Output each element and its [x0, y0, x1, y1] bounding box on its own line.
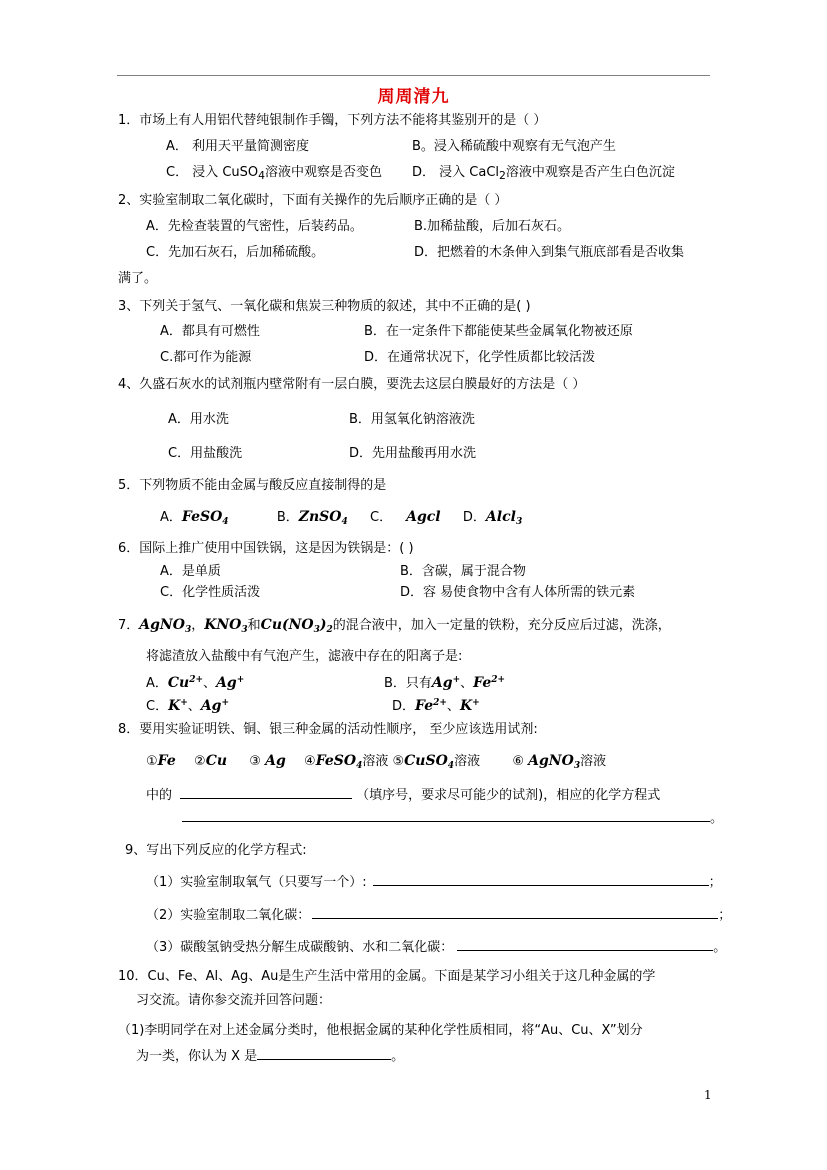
page-number: 1	[704, 1088, 712, 1102]
q8-equation-blank[interactable]	[182, 808, 710, 822]
q6-option-b: B．含碳，属于混合物	[400, 564, 526, 579]
q1-stem: 1．市场上有人用铝代替纯银制作手镯，下列方法不能将其鉴别开的是（ ）	[118, 113, 547, 128]
q8-equation-line: 。	[182, 808, 723, 828]
q7-stem: 7．AgNO$_3$，$KNO_3$和$Cu(NO_3)_2$的混合液中，加入一定量的铁粉，充分反应后过滤，洗涤，	[118, 617, 671, 635]
q4-option-b: B．用氢氧化钠溶液洗	[349, 412, 475, 427]
q7-option-a: A．$Cu^{2+}$、Ag+	[146, 675, 245, 691]
q4-stem: 4、久盛石灰水的试剂瓶内壁常附有一层白膜，要洗去这层白膜最好的方法是（ ）	[118, 377, 586, 392]
q10-part-1: （1)李明同学在对上述金属分类时，他根据金属的某种化学性质相同，将“Au、Cu、X”划分	[118, 1023, 643, 1038]
q9-item-1: （1）实验室制取氧气（只要写一个）: ；	[146, 872, 722, 892]
q10-x-blank[interactable]	[257, 1046, 391, 1060]
q10-stem: 10．Cu、Fe、Al、Ag、Au是生产生活中常用的金属。下面是某学习小组关于这几种金属的学	[118, 969, 656, 984]
q8-fill-line: 中的 （填序号，要求尽可能少的试剂)，相应的化学方程式	[146, 785, 660, 805]
q9-stem: 9、写出下列反应的化学方程式:	[125, 843, 307, 858]
q2-option-b: B.加稀盐酸，后加石灰石。	[414, 219, 571, 234]
q8-reagents: ①Fe ②Cu ③ Ag ④FeSO$_4$溶液 ⑤CuSO$_4$溶液 ⑥ AgNO$_3$溶液	[146, 753, 607, 771]
q3-option-c: C.都可作为能源	[160, 350, 252, 365]
q1-option-a: A． 利用天平量简测密度	[166, 139, 310, 154]
q5-options: A．FeSO$_4$ B．ZnSO$_4$ C． Agcl D．Alcl$_3$	[160, 509, 523, 527]
q3-stem: 3、下列关于氢气、一氧化碳和焦炭三种物质的叙述，其中不正确的是( )	[118, 299, 531, 314]
q3-option-a: A．都具有可燃性	[160, 324, 260, 339]
q3-option-b: B．在一定条件下都能使某些金属氧化物被还原	[364, 324, 633, 339]
q1-option-c: C． 浸入 CuSO$_4$溶液中观察是否变色	[166, 165, 383, 182]
q7-option-b: B．只有Ag+、$Fe^{2+}$	[384, 675, 506, 691]
q9-item-3: （3）碳酸氢钠受热分解生成碳酸钠、水和二氧化碳： 。	[146, 937, 726, 957]
q1-option-d: D． 浸入 CaCl$_2$溶液中观察是否产生白色沉淀	[412, 165, 675, 182]
q10-stem-cont: 习交流。请你参交流并回答问题：	[136, 993, 332, 1008]
q8-answer-blank[interactable]	[180, 785, 352, 799]
q9-item-2-blank[interactable]	[312, 905, 718, 919]
q9-item-3-blank[interactable]	[457, 937, 713, 951]
q7-option-d: D．$Fe^{2+}$、K+	[392, 698, 480, 714]
q9-item-2: （2）实验室制取二氧化碳： ；	[146, 905, 731, 925]
q6-stem: 6．国际上推广使用中国铁锅，这是因为铁锅是：( )	[118, 541, 414, 556]
q6-option-c: C．化学性质活泼	[160, 585, 261, 600]
q4-option-c: C．用盐酸洗	[168, 446, 243, 461]
q2-option-d-cont: 满了。	[118, 271, 158, 286]
q2-option-c: C．先加石灰石，后加稀硫酸。	[146, 245, 325, 260]
q2-option-d: D．把燃着的木条伸入到集气瓶底部看是否收集	[414, 245, 685, 260]
q7-option-c: C．K+、Ag+	[146, 698, 230, 714]
q4-option-a: A．用水洗	[168, 412, 229, 427]
q1-option-b: B。浸入稀硫酸中观察有无气泡产生	[412, 139, 616, 154]
page-title: 周周清九	[377, 87, 450, 107]
q2-option-a: A．先检查装置的气密性，后装药品。	[146, 219, 363, 234]
q4-option-d: D．先用盐酸再用水洗	[349, 446, 477, 461]
q6-option-a: A．是单质	[160, 564, 221, 579]
q6-option-d: D．容 易使食物中含有人体所需的铁元素	[400, 585, 636, 600]
q10-part-1-cont: 为一类，你认为 X 是 。	[136, 1046, 404, 1066]
top-rule	[117, 75, 710, 76]
q7-stem-cont: 将滤渣放入盐酸中有气泡产生，滤液中存在的阳离子是:	[146, 649, 463, 664]
q2-stem: 2、实验室制取二氧化碳时，下面有关操作的先后顺序正确的是（ ）	[118, 193, 508, 208]
q5-stem: 5．下列物质不能由金属与酸反应直接制得的是	[118, 478, 387, 493]
q8-stem: 8．要用实验证明铁、铜、银三种金属的活动性顺序， 至少应该选用试剂:	[118, 722, 538, 737]
q9-item-1-blank[interactable]	[373, 872, 709, 886]
q3-option-d: D．在通常状况下，化学性质都比较活泼	[364, 350, 596, 365]
